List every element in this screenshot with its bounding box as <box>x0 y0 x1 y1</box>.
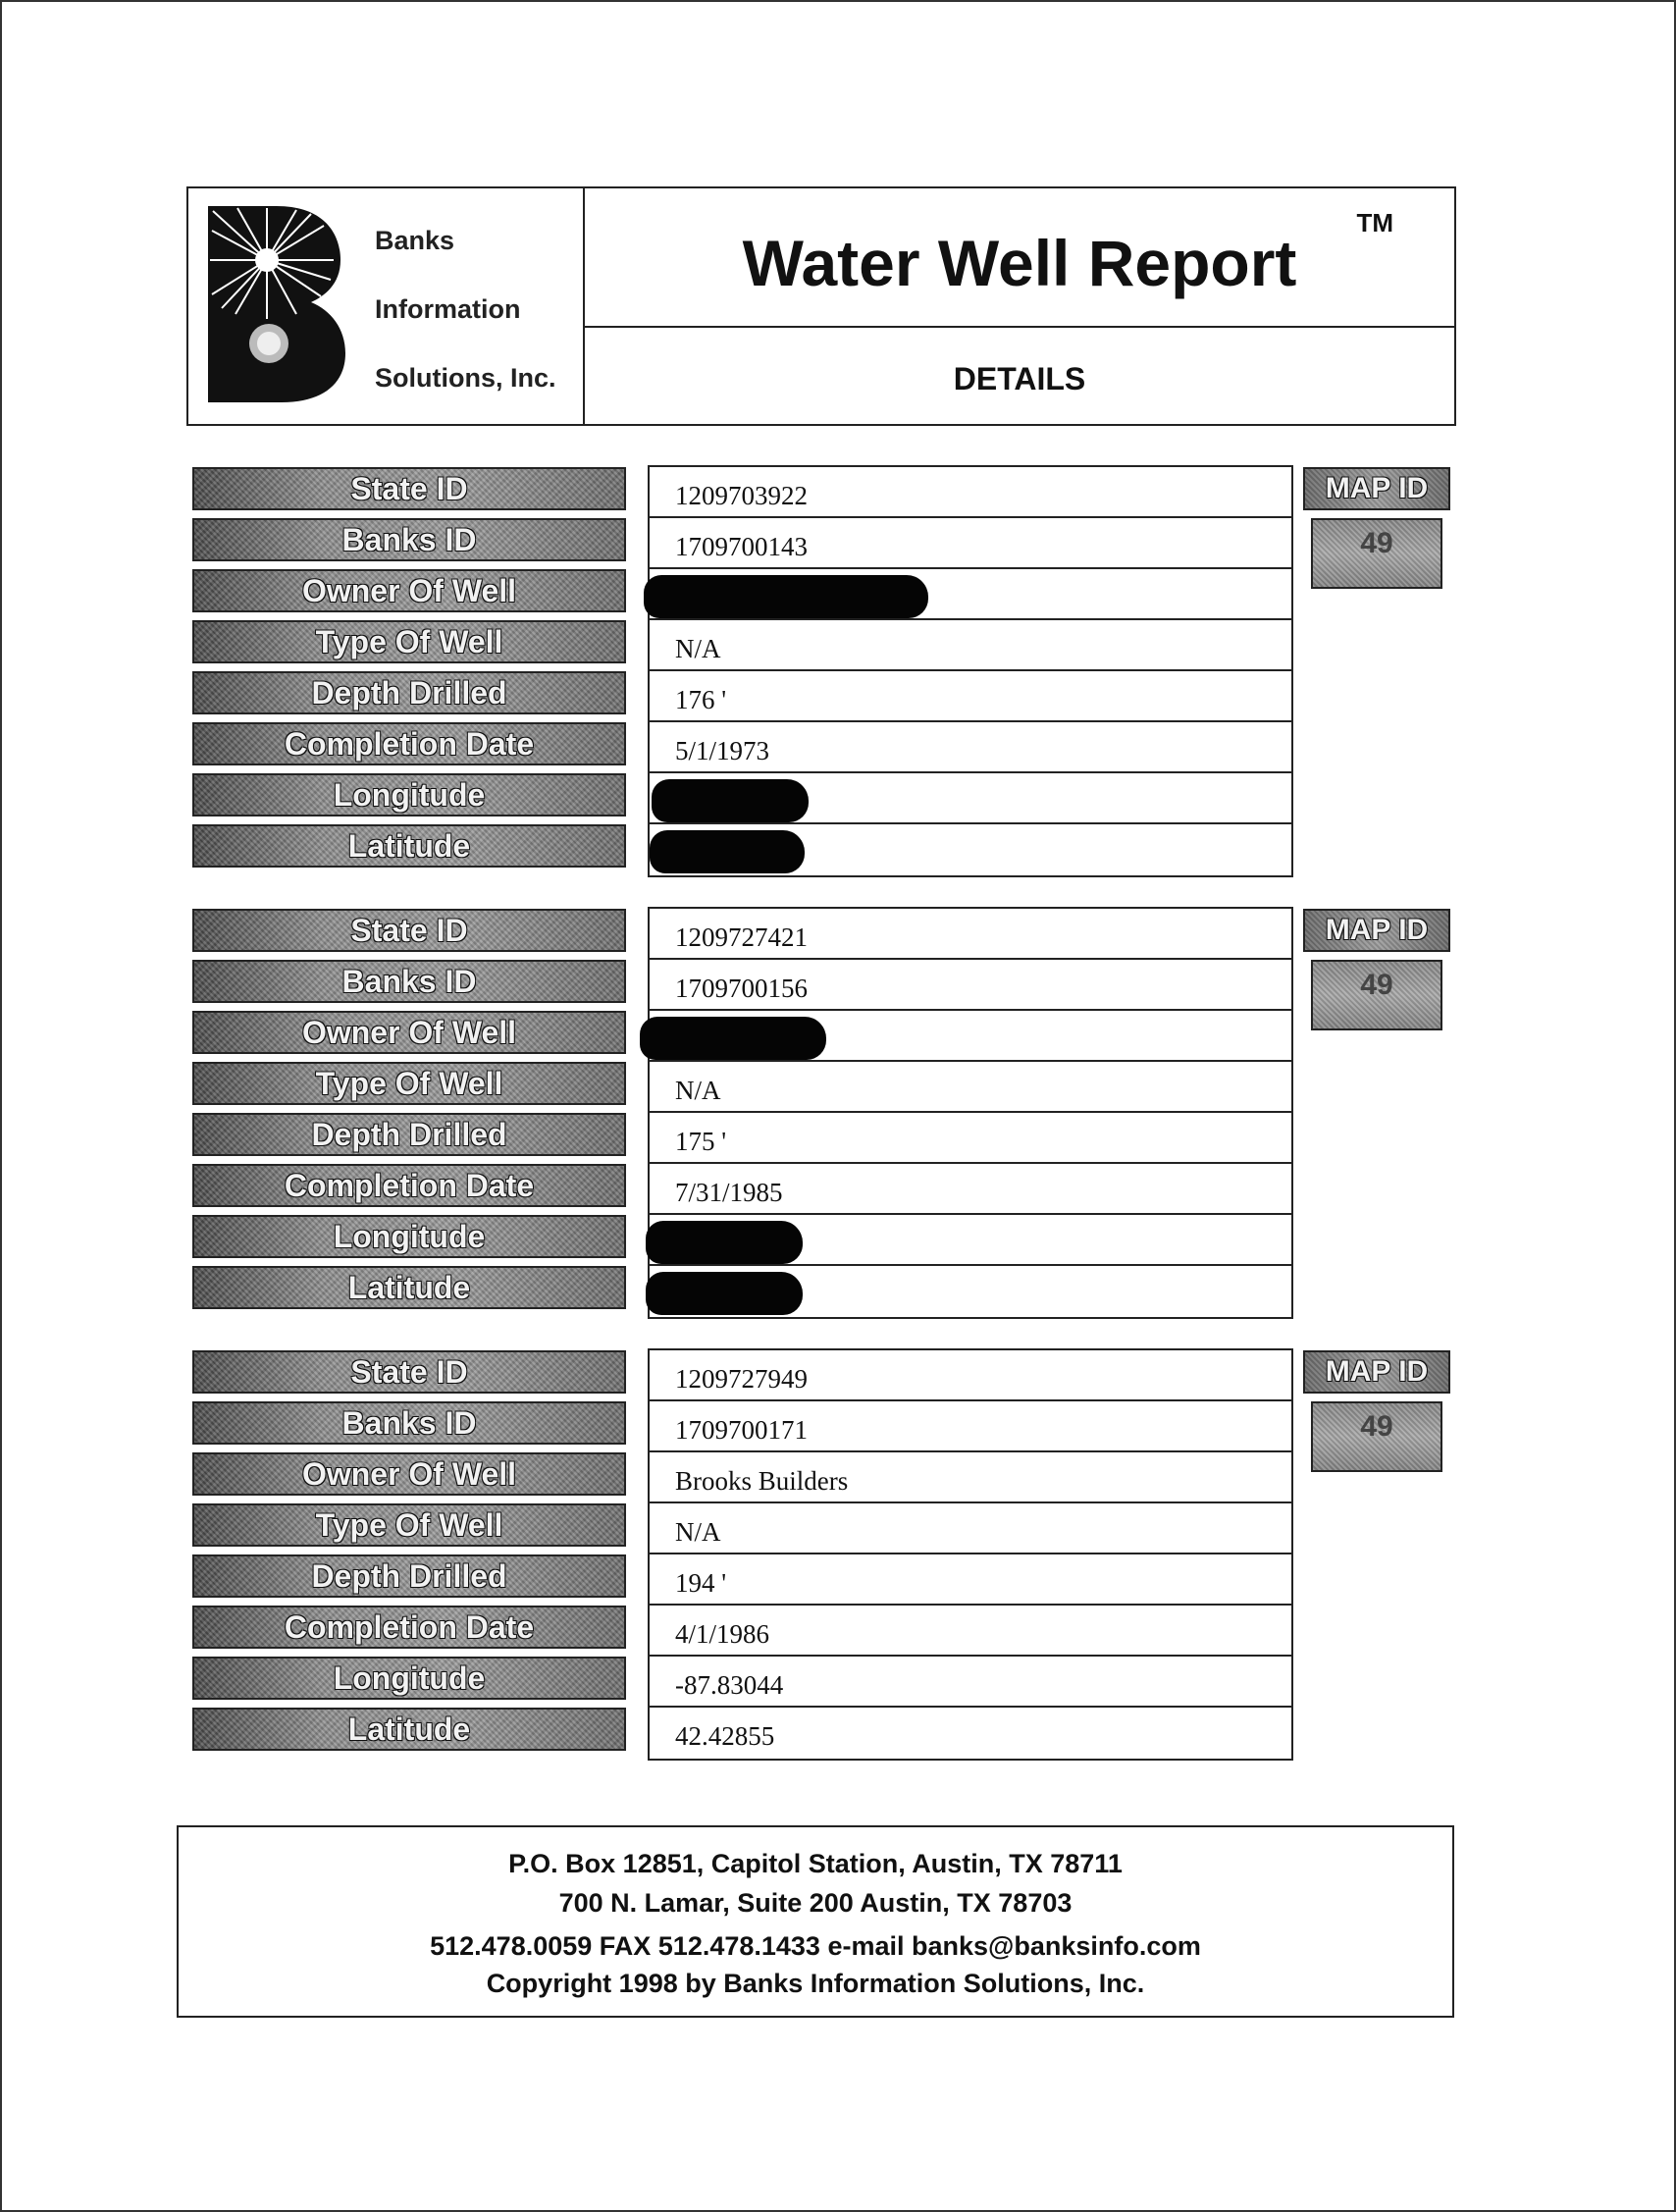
field-values <box>648 907 1293 1319</box>
label-banks-id: Banks ID <box>192 960 626 1003</box>
footer-copyright: Copyright 1998 by Banks Information Solutions, Inc. <box>486 1969 1145 1998</box>
value-latitude: 42.42855 <box>675 1721 775 1751</box>
footer-contact: 512.478.0059 FAX 512.478.1433 e-mail banks@banksinfo.com <box>430 1931 1201 1961</box>
map-id-label: MAP ID <box>1303 909 1450 952</box>
label-owner-of-well: Owner Of Well <box>192 1011 626 1054</box>
value-state-id: 1209727421 <box>650 909 1291 960</box>
value-owner-of-well: Brooks Builders <box>650 1452 1291 1503</box>
map-id-value: 49 <box>1311 960 1442 1030</box>
map-id-value: 49 <box>1311 1401 1442 1472</box>
label-owner-of-well: Owner Of Well <box>192 569 626 612</box>
title-divider <box>585 326 1454 328</box>
redaction-mark <box>646 1221 803 1264</box>
value-longitude <box>650 773 1291 824</box>
label-depth-drilled: Depth Drilled <box>192 671 626 714</box>
value-depth-drilled: 175 ' <box>650 1113 1291 1164</box>
label-longitude: Longitude <box>192 1215 626 1258</box>
value-state-id: 1209703922 <box>650 467 1291 518</box>
value-owner-of-well <box>650 1011 1291 1062</box>
value-type-of-well: N/A <box>650 1062 1291 1113</box>
value-type-of-well: N/A <box>650 620 1291 671</box>
field-values <box>648 1348 1293 1761</box>
footer-street-address: 700 N. Lamar, Suite 200 Austin, TX 78703 <box>558 1888 1073 1918</box>
label-banks-id: Banks ID <box>192 518 626 561</box>
label-depth-drilled: Depth Drilled <box>192 1554 626 1598</box>
label-type-of-well: Type Of Well <box>192 620 626 663</box>
value-depth-drilled: 176 ' <box>650 671 1291 722</box>
value-banks-id: 1709700171 <box>650 1401 1291 1452</box>
report-subtitle: DETAILS <box>953 361 1086 396</box>
label-banks-id: Banks ID <box>192 1401 626 1445</box>
redaction-mark <box>646 1272 803 1315</box>
field-values <box>648 465 1293 877</box>
value-state-id: 1209727949 <box>650 1350 1291 1401</box>
title-area <box>585 188 1454 424</box>
label-completion-date: Completion Date <box>192 1164 626 1207</box>
redaction-mark <box>652 779 809 822</box>
value-longitude <box>650 1215 1291 1266</box>
map-id-label: MAP ID <box>1303 1350 1450 1394</box>
company-name-line-1: Banks <box>375 226 455 255</box>
map-id-label: MAP ID <box>1303 467 1450 510</box>
value-completion-date: 4/1/1986 <box>650 1606 1291 1657</box>
well-record-1 <box>188 465 1454 877</box>
value-depth-drilled: 194 ' <box>650 1554 1291 1606</box>
label-latitude: Latitude <box>192 824 626 868</box>
label-owner-of-well: Owner Of Well <box>192 1452 626 1496</box>
value-longitude: -87.83044 <box>650 1657 1291 1708</box>
banks-logo-icon <box>208 206 345 402</box>
company-name-line-2: Information <box>375 294 521 324</box>
company-logo-box <box>188 188 585 424</box>
label-completion-date: Completion Date <box>192 722 626 765</box>
label-type-of-well: Type Of Well <box>192 1062 626 1105</box>
value-completion-date: 7/31/1985 <box>650 1164 1291 1215</box>
redaction-mark <box>644 575 928 618</box>
redaction-mark <box>640 1017 826 1060</box>
label-completion-date: Completion Date <box>192 1606 626 1649</box>
label-latitude: Latitude <box>192 1708 626 1751</box>
label-longitude: Longitude <box>192 773 626 816</box>
company-name-line-3: Solutions, Inc. <box>375 363 556 393</box>
value-banks-id: 1709700143 <box>650 518 1291 569</box>
value-latitude <box>650 1266 1291 1317</box>
label-state-id: State ID <box>192 1350 626 1394</box>
label-latitude: Latitude <box>192 1266 626 1309</box>
value-latitude <box>650 824 1291 875</box>
label-type-of-well: Type Of Well <box>192 1503 626 1547</box>
value-completion-date: 5/1/1973 <box>650 722 1291 773</box>
trademark-symbol: TM <box>1356 208 1393 237</box>
well-record-2 <box>188 907 1454 1319</box>
contact-footer <box>177 1825 1454 2018</box>
map-id-value: 49 <box>1311 518 1442 589</box>
footer-po-box: P.O. Box 12851, Capitol Station, Austin, TX 78711 <box>508 1849 1123 1878</box>
report-title: Water Well Report <box>742 227 1297 299</box>
value-type-of-well: N/A <box>650 1503 1291 1554</box>
report-header <box>186 186 1456 426</box>
value-banks-id: 1709700156 <box>650 960 1291 1011</box>
redaction-mark <box>650 830 805 873</box>
label-state-id: State ID <box>192 909 626 952</box>
label-longitude: Longitude <box>192 1657 626 1700</box>
label-depth-drilled: Depth Drilled <box>192 1113 626 1156</box>
label-state-id: State ID <box>192 467 626 510</box>
well-record-3 <box>188 1348 1454 1761</box>
value-owner-of-well <box>650 569 1291 620</box>
